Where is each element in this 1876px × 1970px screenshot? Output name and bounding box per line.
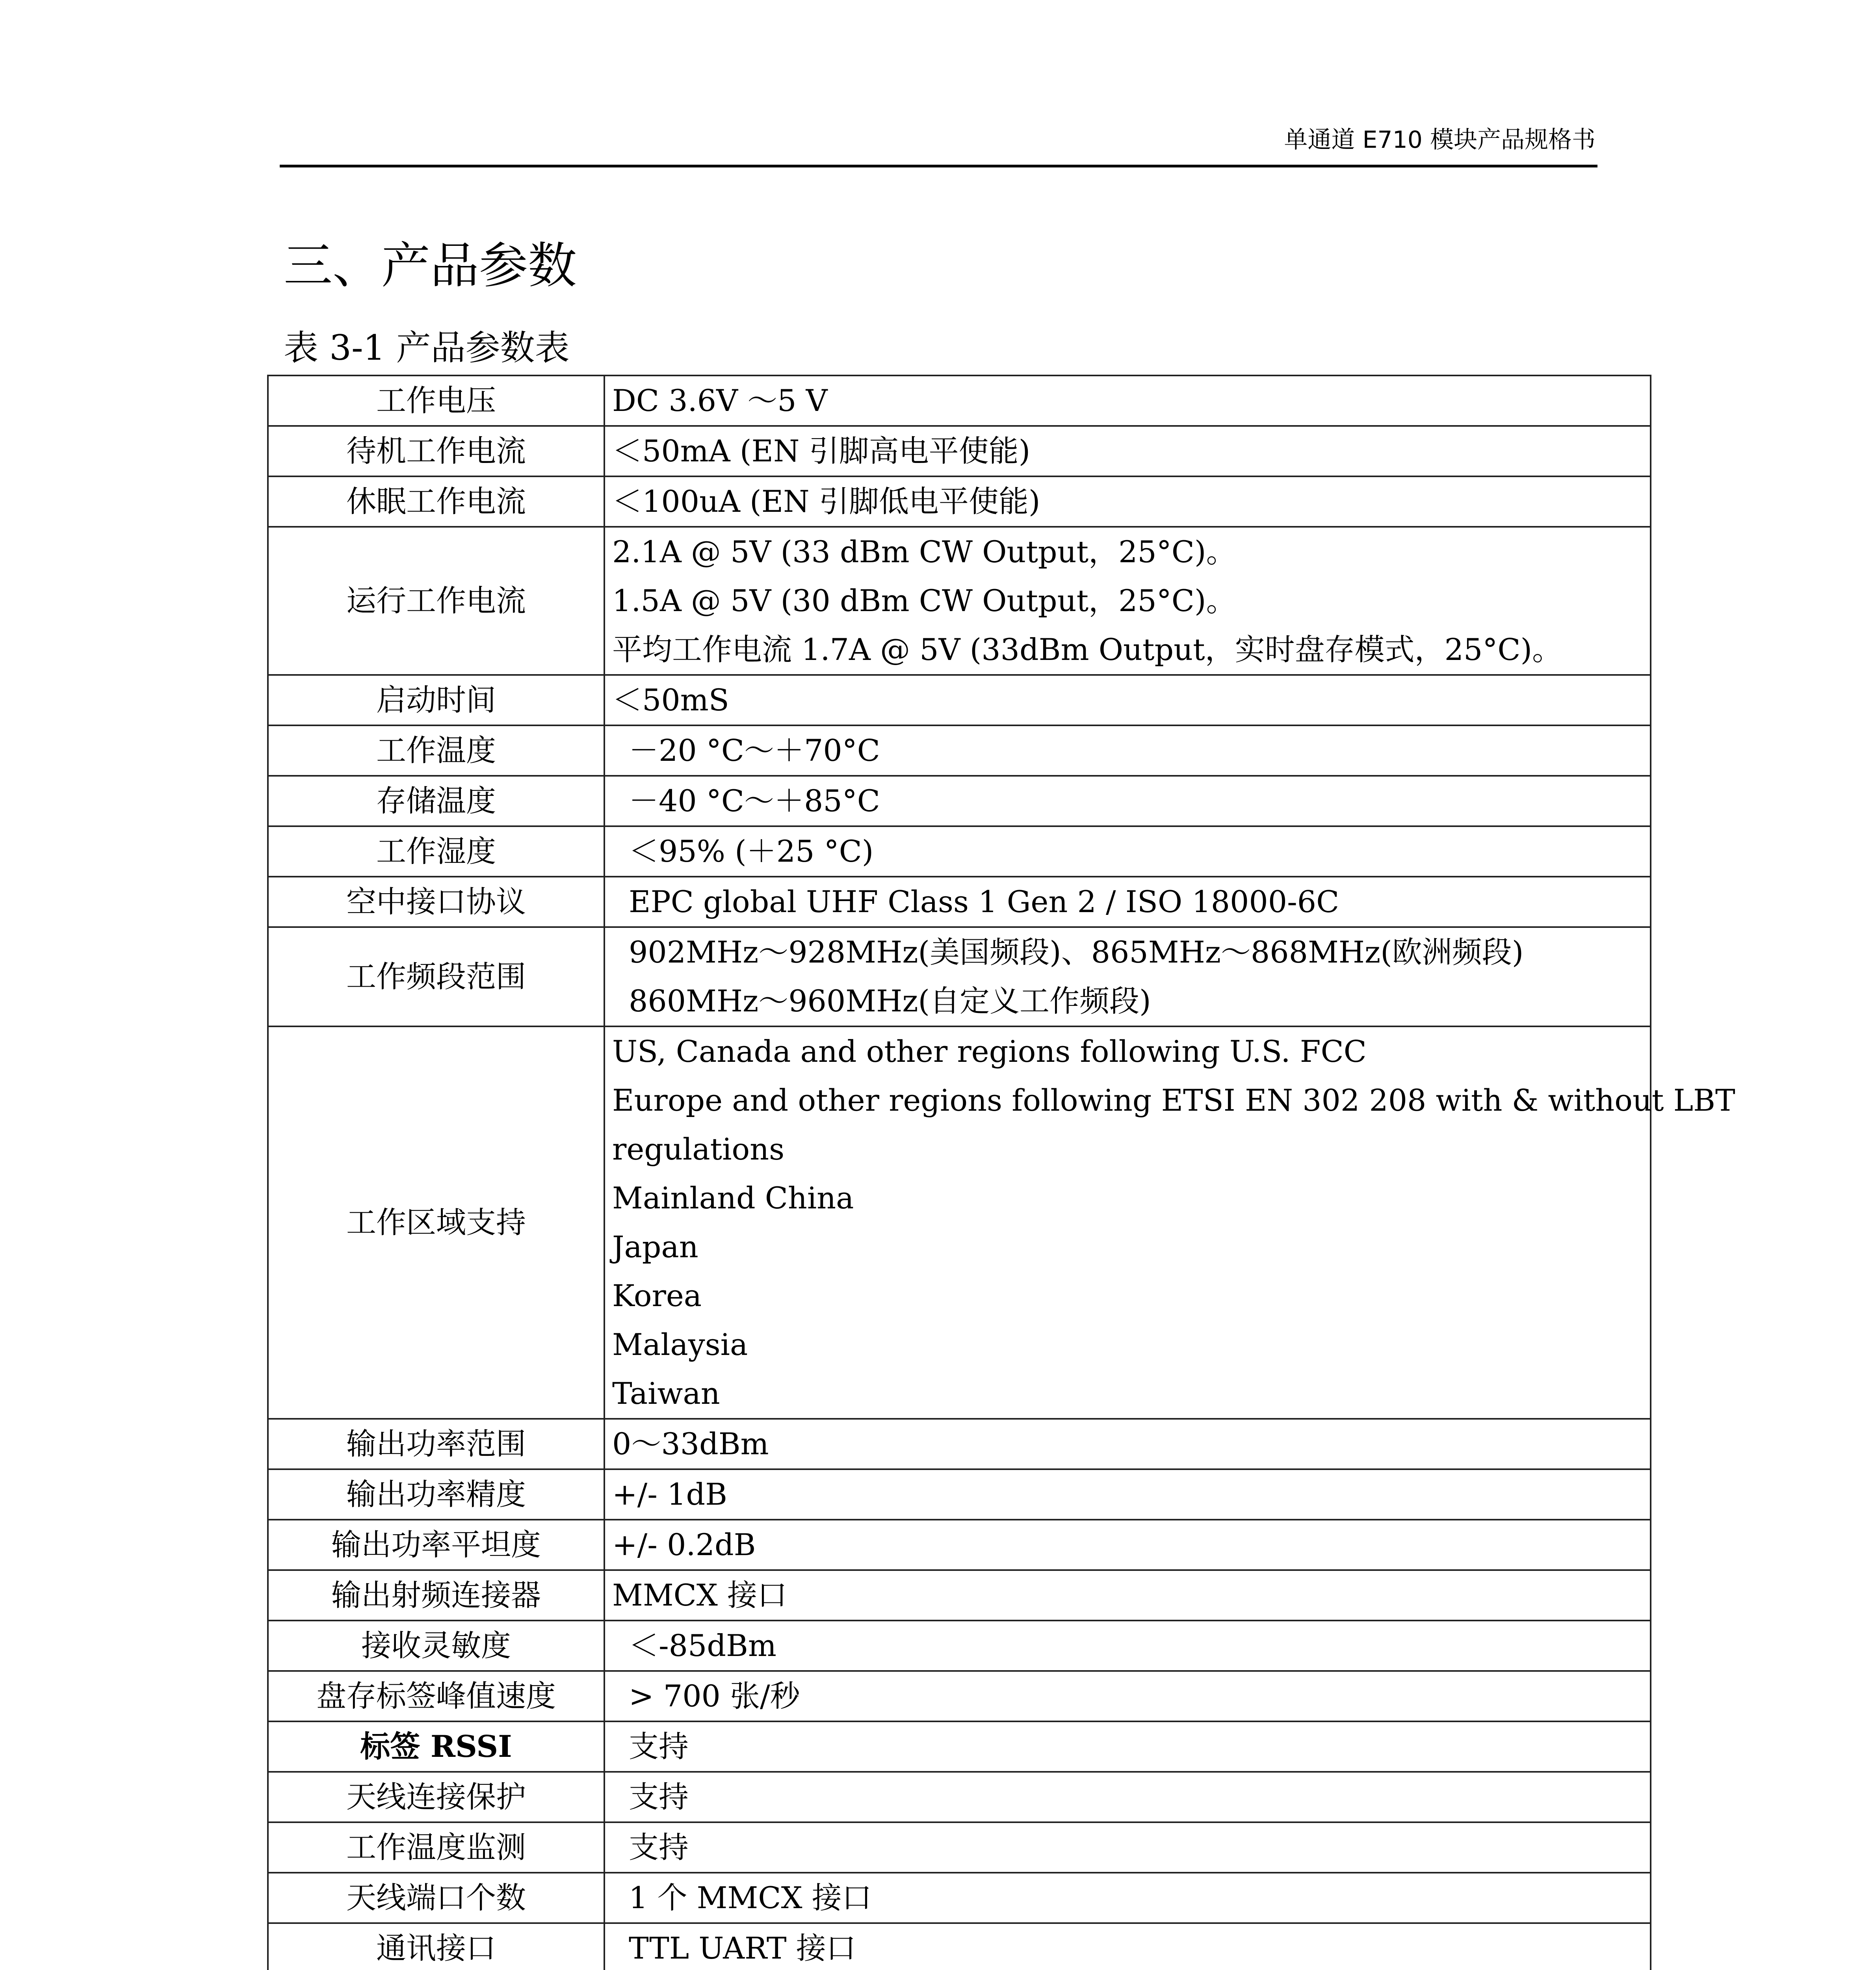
param-value: ＜50mA (EN 引脚高电平使能) xyxy=(604,426,1651,476)
param-value: MMCX 接口 xyxy=(604,1570,1651,1621)
table-row xyxy=(268,1822,1651,1873)
param-label: 接收灵敏度 xyxy=(268,1621,604,1671)
param-value: +/- 0.2dB xyxy=(604,1520,1651,1570)
table-row xyxy=(268,426,1651,476)
param-value: +/- 1dB xyxy=(604,1469,1651,1520)
table-row xyxy=(268,1923,1651,1970)
param-value: －20 °C～＋70°C xyxy=(604,725,1651,776)
table-row xyxy=(268,1721,1651,1772)
table-row xyxy=(268,1772,1651,1822)
param-label: 天线端口个数 xyxy=(268,1873,604,1923)
param-label: 天线连接保护 xyxy=(268,1772,604,1822)
table-row xyxy=(268,527,1651,675)
param-label: 输出功率精度 xyxy=(268,1469,604,1520)
table-row xyxy=(268,877,1651,927)
table-row xyxy=(268,1026,1651,1419)
header-title: 单通道 E710 模块产品规格书 xyxy=(1284,126,1596,154)
param-value: ＜50mS xyxy=(604,675,1651,725)
table-row xyxy=(268,927,1651,1026)
table-row xyxy=(268,1419,1651,1469)
param-value: 0～33dBm xyxy=(604,1419,1651,1469)
param-label: 工作频段范围 xyxy=(268,927,604,1026)
param-label: 存储温度 xyxy=(268,776,604,826)
param-value: EPC global UHF Class 1 Gen 2 / ISO 18000-6C xyxy=(604,877,1651,927)
param-label: 工作温度监测 xyxy=(268,1822,604,1873)
table-row xyxy=(268,1570,1651,1621)
table-row xyxy=(268,826,1651,877)
table-row xyxy=(268,375,1651,426)
param-value: 1 个 MMCX 接口 xyxy=(604,1873,1651,1923)
table-row xyxy=(268,675,1651,725)
param-label: 空中接口协议 xyxy=(268,877,604,927)
param-value: 支持 xyxy=(604,1822,1651,1873)
param-label: 运行工作电流 xyxy=(268,527,604,675)
param-label: 输出射频连接器 xyxy=(268,1570,604,1621)
param-label: 输出功率平坦度 xyxy=(268,1520,604,1570)
param-value: 2.1A @ 5V (33 dBm CW Output，25°C)。 1.5A @ 5V (30 dBm CW Output，25°C)。 平均工作电流 1.7A @ 5V (33dBm Output，实时盘存模式，25°C)。 xyxy=(604,527,1651,675)
param-value: ＜-85dBm xyxy=(604,1621,1651,1671)
param-label: 启动时间 xyxy=(268,675,604,725)
param-label: 输出功率范围 xyxy=(268,1419,604,1469)
param-value: > 700 张/秒 xyxy=(604,1671,1651,1721)
table-row xyxy=(268,1671,1651,1721)
table-row xyxy=(268,1621,1651,1671)
param-label: 标签 RSSI xyxy=(268,1721,604,1772)
param-value: ＜95% (＋25 °C) xyxy=(604,826,1651,877)
table-row xyxy=(268,1520,1651,1570)
parameter-table xyxy=(267,375,1735,1970)
param-value: US, Canada and other regions following U.S. FCC Europe and other regions following ETSI EN 302 208 with & without LBT regulations Mainland China Japan Korea Malaysia Taiwan xyxy=(604,1026,1651,1419)
param-label: 盘存标签峰值速度 xyxy=(268,1671,604,1721)
param-label: 工作温度 xyxy=(268,725,604,776)
table-row xyxy=(268,1873,1651,1923)
param-value: ＜100uA (EN 引脚低电平使能) xyxy=(604,476,1651,527)
table-row xyxy=(268,1469,1651,1520)
param-label: 休眠工作电流 xyxy=(268,476,604,527)
param-label: 工作湿度 xyxy=(268,826,604,877)
param-value: TTL UART 接口 xyxy=(604,1923,1651,1970)
param-value: 902MHz～928MHz(美国频段)、865MHz～868MHz(欧洲频段) 860MHz～960MHz(自定义工作频段) xyxy=(604,927,1651,1026)
param-value: DC 3.6V ～5 V xyxy=(604,375,1651,426)
table-row xyxy=(268,725,1651,776)
param-label: 待机工作电流 xyxy=(268,426,604,476)
section-title: 三、产品参数 xyxy=(284,238,577,294)
table-row xyxy=(268,476,1651,527)
param-label: 工作电压 xyxy=(268,375,604,426)
table-row xyxy=(268,776,1651,826)
table-caption: 表 3-1 产品参数表 xyxy=(284,327,570,368)
param-label: 工作区域支持 xyxy=(268,1026,604,1419)
param-label: 通讯接口 xyxy=(268,1923,604,1970)
param-value: 支持 xyxy=(604,1772,1651,1822)
header-divider xyxy=(280,165,1597,167)
param-value: 支持 xyxy=(604,1721,1651,1772)
param-value: －40 °C～＋85°C xyxy=(604,776,1651,826)
